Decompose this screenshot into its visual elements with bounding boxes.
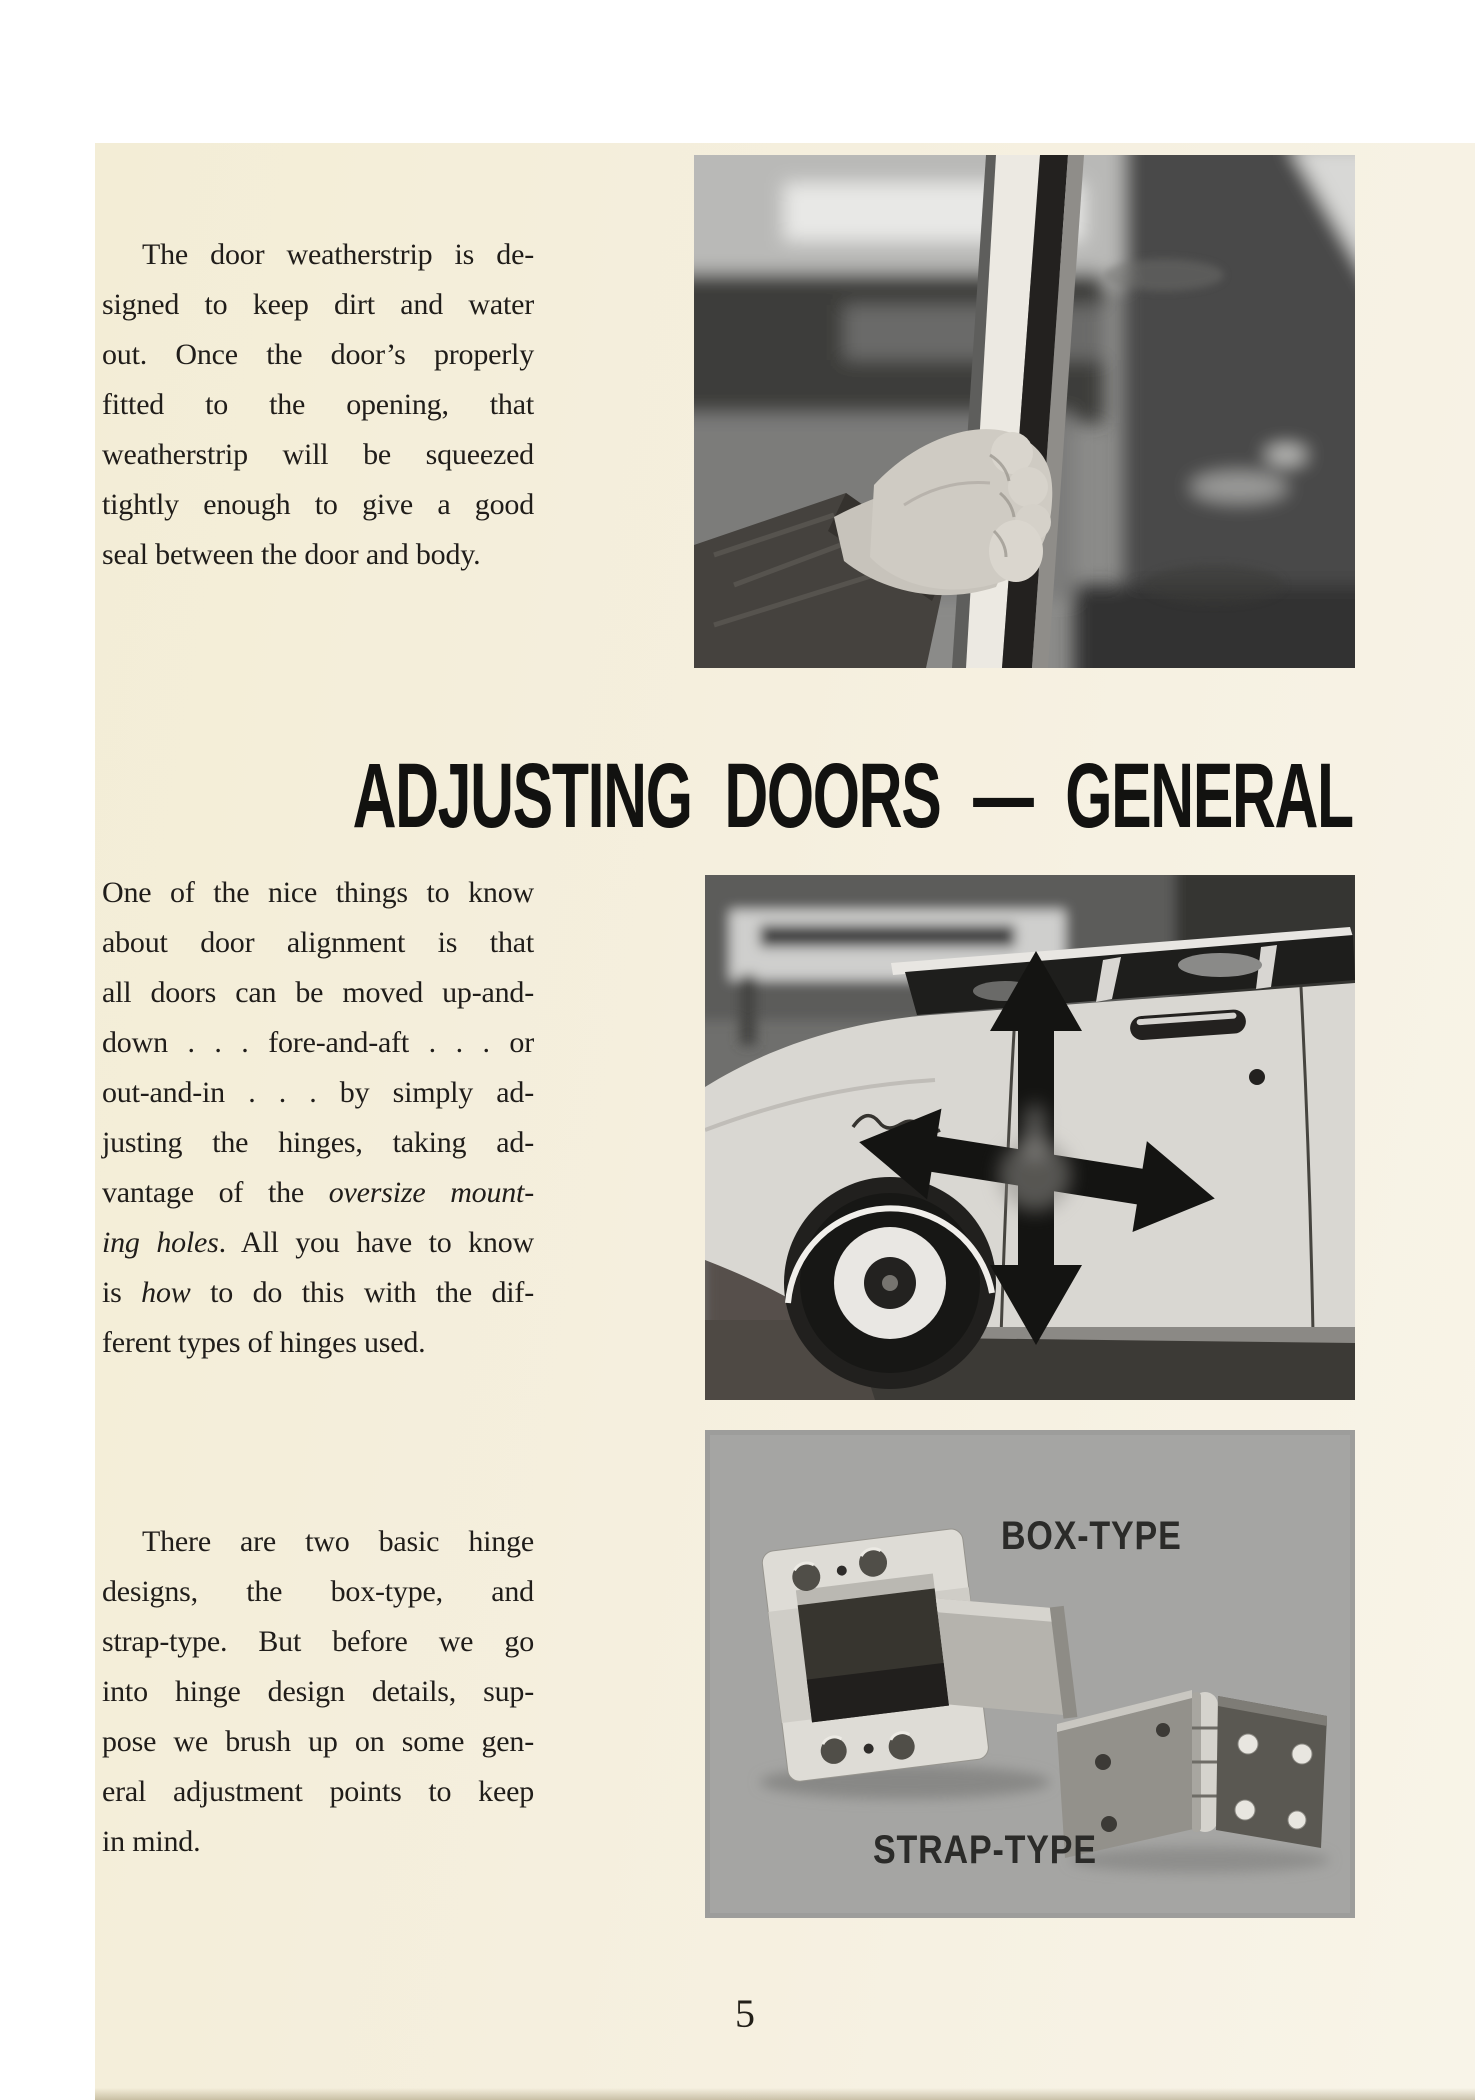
front-wheel — [784, 1177, 996, 1389]
box-type-label: BOX-TYPE — [1001, 1514, 1182, 1558]
paragraph-door-alignment: One of the nice things to know about door alignment is that all doors can be moved up-and- down . . . fore-and-aft . . . or out-and-in . . . by simply ad- justing the hinges, taking ad- vantage of the oversize mount- ing holes. All you have to know is how to do this with the dif- ferent types of hinges used. — [102, 876, 534, 1359]
hand-door-illustration — [694, 155, 1355, 668]
car-arrows-illustration — [705, 875, 1355, 1400]
section-heading: ADJUSTING DOORS — GENERAL — [352, 745, 1353, 847]
photo-hinge-types — [705, 1430, 1355, 1918]
section-heading-wrap — [95, 742, 1395, 854]
photo-hand-on-door-weatherstrip — [694, 155, 1355, 668]
door-keyhole — [1249, 1069, 1265, 1085]
paragraph-weatherstrip: The door weatherstrip is de- signed to keep dirt and water out. Once the door’s properly fitted to the opening, that weatherstrip will be squeezed tightly enough to give a good seal between the door and body. — [102, 238, 534, 571]
page-number: 5 — [735, 1991, 755, 2036]
photo-car-door-adjustment-arrows — [705, 875, 1355, 1400]
page-paper — [95, 143, 1475, 2100]
strap-type-label: STRAP-TYPE — [873, 1828, 1097, 1872]
paragraph-hinge-designs: There are two basic hinge designs, the box-type, and strap-type. But before we go into hinge design details, sup- pose we brush up on some gen- eral adjustment points to keep in mind. — [102, 1525, 534, 1858]
